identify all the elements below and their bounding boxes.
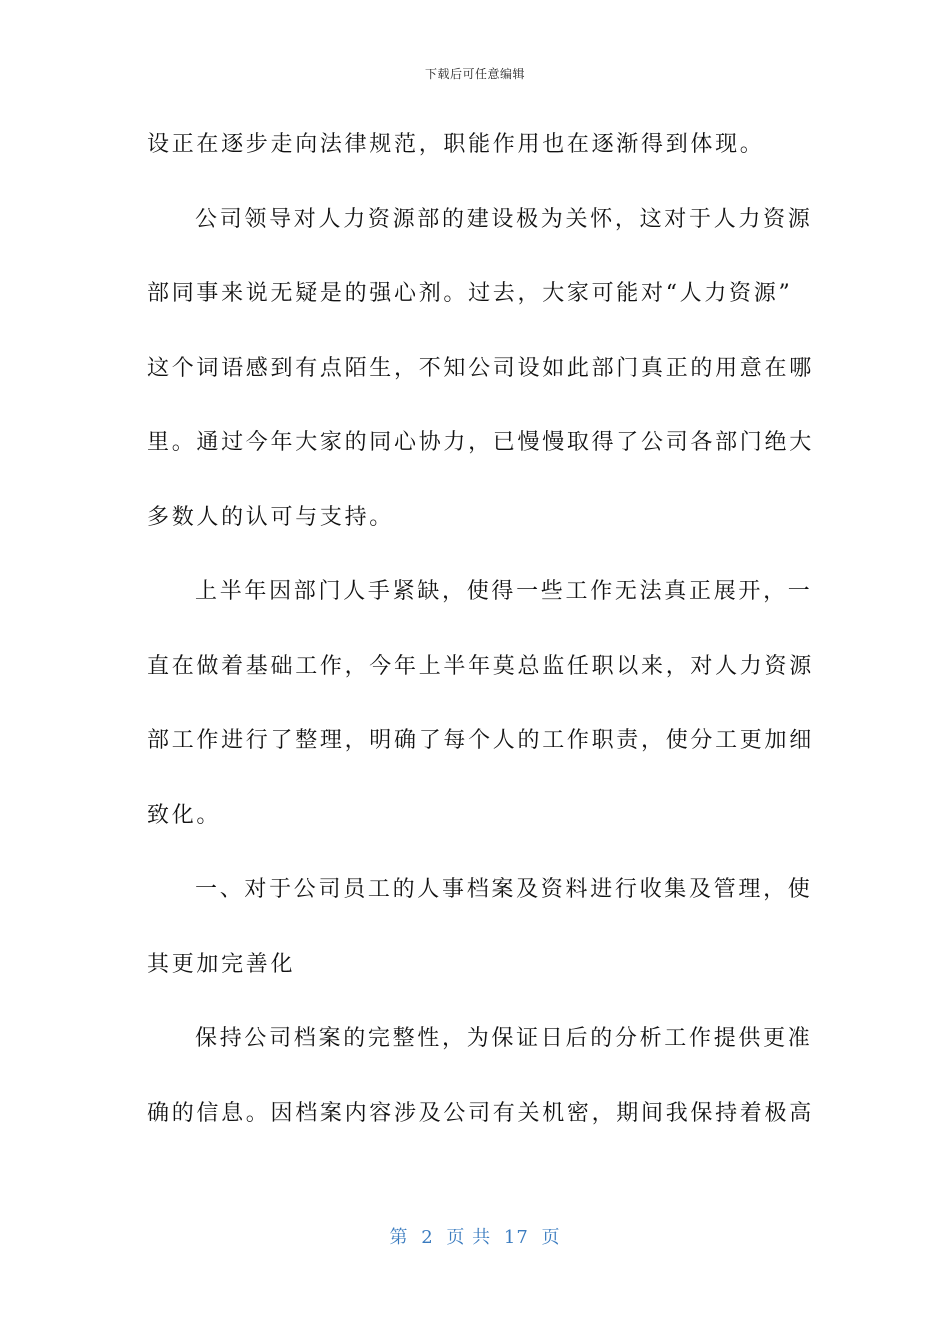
- footer-prefix: 第: [389, 1227, 409, 1248]
- text-line: 上半年因部门人手紧缺，使得一些工作无法真正展开，一: [195, 579, 813, 604]
- current-page-number: 2: [421, 1227, 434, 1248]
- text-line: 设正在逐步走向法律规范，职能作用也在逐渐得到体现。: [147, 132, 765, 157]
- text-line: 直在做着基础工作，今年上半年莫总监任职以来，对人力资源: [147, 653, 814, 679]
- text-line: 部工作进行了整理，明确了每个人的工作职责，使分工更加细: [147, 728, 814, 753]
- text-line: 保持公司档案的完整性，为保证日后的分析工作提供更准: [195, 1026, 813, 1051]
- footer-suffix: 页: [541, 1227, 561, 1248]
- text-line: 确的信息。因档案内容涉及公司有关机密，期间我保持着极高: [147, 1100, 814, 1126]
- text-line: 多数人的认可与支持。: [147, 504, 395, 530]
- page-header: 下载后可任意编辑: [424, 67, 525, 81]
- footer-middle: 页 共: [446, 1227, 492, 1248]
- text-line: 部同事来说无疑是的强心剂。过去，大家可能对“人力资源”: [147, 281, 793, 306]
- page-footer: [0, 1226, 950, 1250]
- text-line: 致化。: [147, 802, 222, 828]
- text-line: 里。通过今年大家的同心协力，已慢慢取得了公司各部门绝大: [147, 430, 814, 455]
- section-heading-line: 其更加完善化: [147, 951, 296, 977]
- document-body: [147, 120, 814, 1163]
- section-heading-line: 一、对于公司员工的人事档案及资料进行收集及管理，使: [195, 877, 813, 902]
- total-page-count: 17: [503, 1227, 529, 1248]
- text-line: 这个词语感到有点陌生，不知公司设如此部门真正的用意在哪: [147, 355, 814, 381]
- text-line: 公司领导对人力资源部的建设极为关怀，这对于人力资源: [195, 206, 813, 232]
